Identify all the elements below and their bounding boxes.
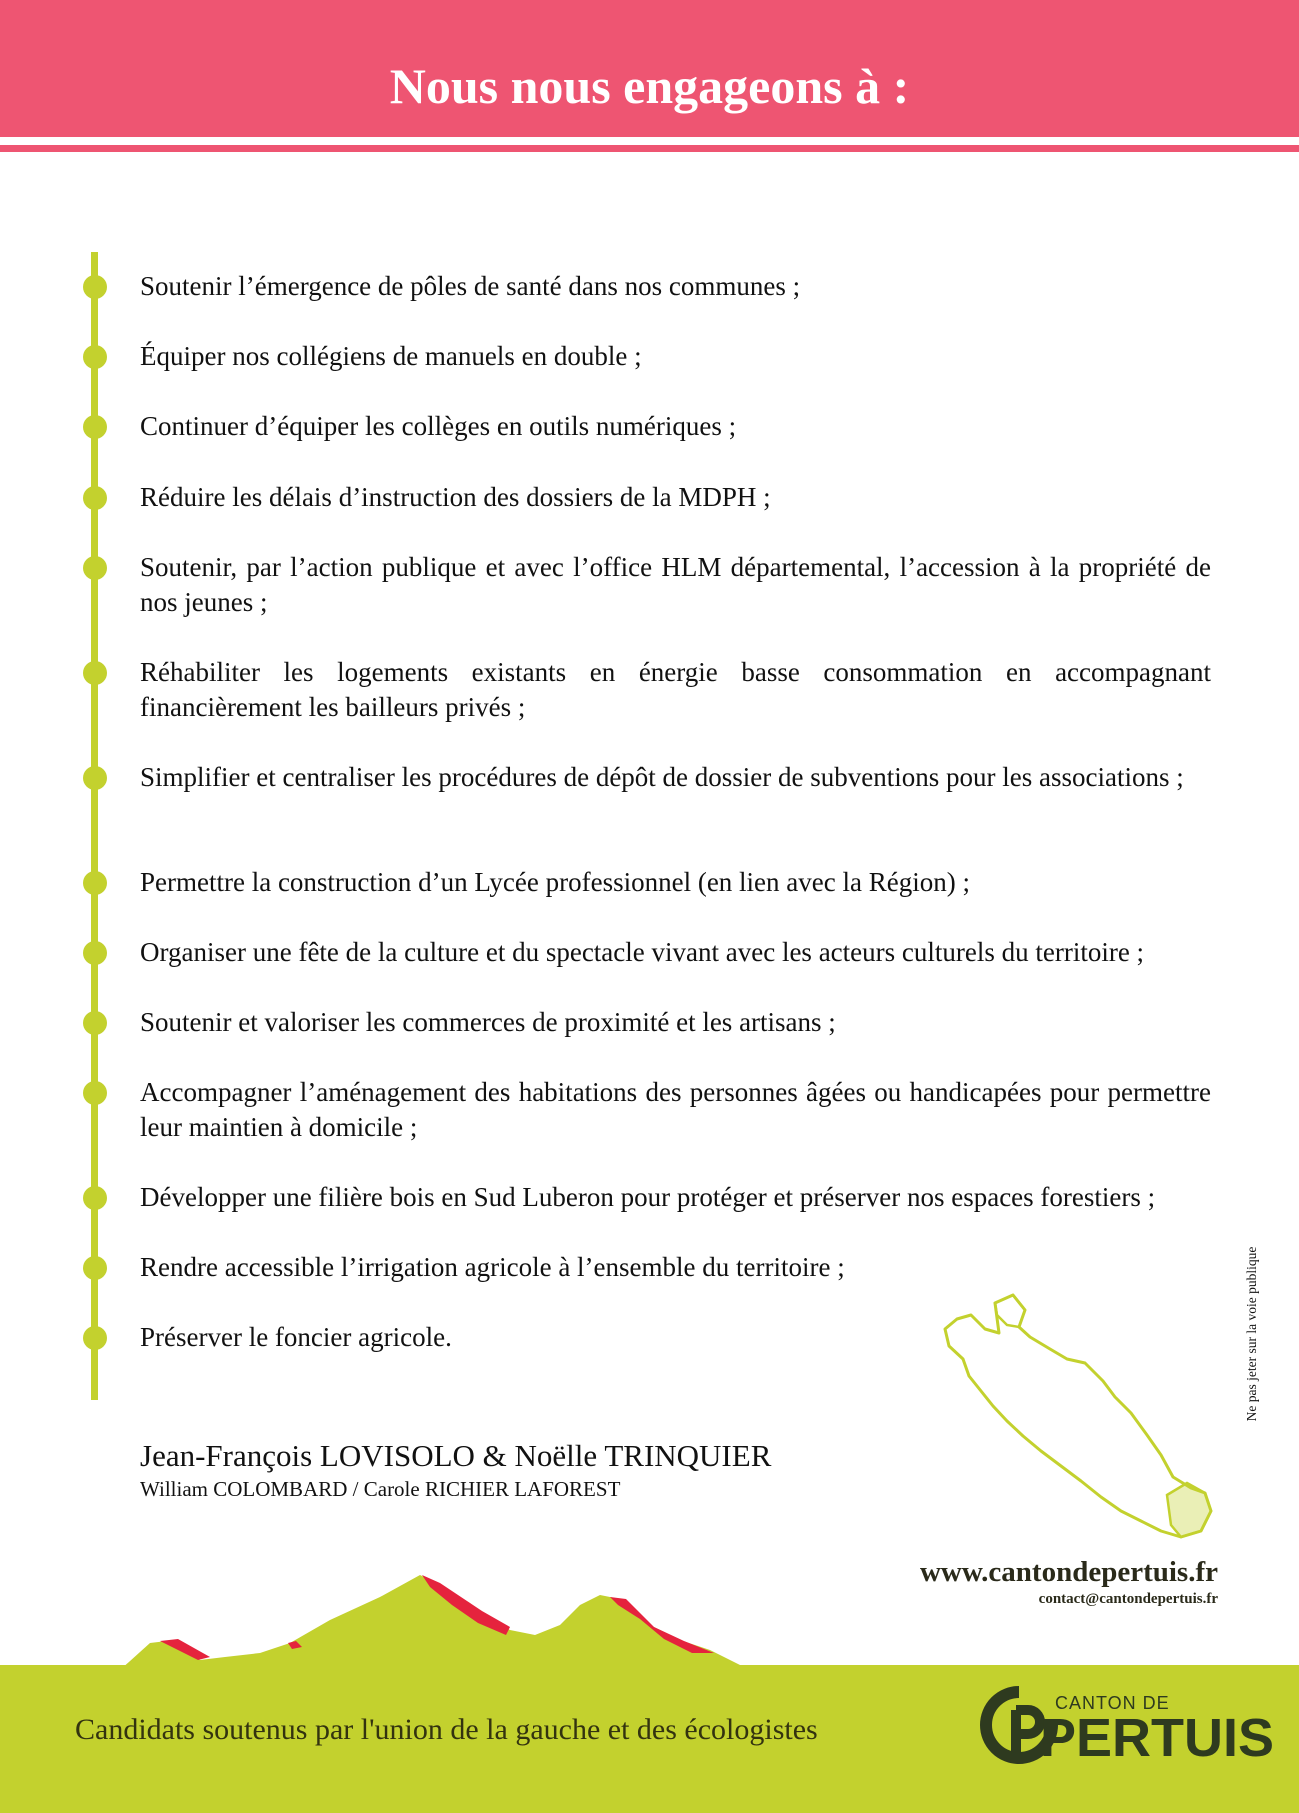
logo-subtitle: CANTON DE xyxy=(1055,1693,1170,1713)
side-note-text: Ne pas jeter sur la voie publique xyxy=(1244,1246,1259,1422)
bullet-icon xyxy=(83,556,107,580)
website-link[interactable]: www.cantondepertuis.fr xyxy=(919,1556,1218,1588)
commitment-item: Accompagner l’aménagement des habitations des personnes âgées ou handicapées pour permettre leur maintien à domicile ; xyxy=(140,1077,1211,1142)
commitment-item: Permettre la construction d’un Lycée professionnel (en lien avec la Région) ; xyxy=(140,867,970,897)
bullet-icon xyxy=(83,1186,107,1210)
commitment-item: Réhabiliter les logements existants en énergie basse consommation en accompagnant financièrement les bailleurs privés ; xyxy=(140,657,1211,722)
commitment-item: Équiper nos collégiens de manuels en double ; xyxy=(140,341,642,371)
bullet-icon xyxy=(83,486,107,510)
page-title: Nous nous engageons à : xyxy=(389,58,910,114)
bullet-icon xyxy=(83,941,107,965)
substitute-names: William COLOMBARD / Carole RICHIER LAFOREST xyxy=(140,1477,621,1501)
canton-map-icon xyxy=(935,1285,1220,1545)
bullet-icon xyxy=(83,1011,107,1035)
bullet-icon xyxy=(83,415,107,439)
commitment-item: Soutenir et valoriser les commerces de proximité et les artisans ; xyxy=(140,1007,836,1037)
commitment-item: Continuer d’équiper les collèges en outils numériques ; xyxy=(140,411,737,441)
candidate-names: Jean-François LOVISOLO & Noëlle TRINQUIER xyxy=(140,1438,772,1473)
header-divider xyxy=(0,145,1299,152)
mountains-illustration xyxy=(0,1535,1299,1670)
logo-title: PERTUIS xyxy=(1040,1708,1275,1768)
commitment-item: Simplifier et centraliser les procédures de dépôt de dossier de subventions pour les associations ; xyxy=(140,762,1184,792)
bullet-icon xyxy=(83,275,107,299)
commitment-item: Développer une filière bois en Sud Luberon pour protéger et préserver nos espaces forestiers ; xyxy=(140,1182,1156,1212)
commitment-item: Soutenir l’émergence de pôles de santé dans nos communes ; xyxy=(140,271,801,301)
commitment-item: Rendre accessible l’irrigation agricole à l’ensemble du territoire ; xyxy=(140,1252,845,1282)
commitment-item: Réduire les délais d’instruction des dossiers de la MDPH ; xyxy=(140,482,771,512)
side-note xyxy=(1242,1225,1262,1443)
bullet-icon xyxy=(83,871,107,895)
bullet-icon xyxy=(83,1326,107,1350)
bullet-icon xyxy=(83,1081,107,1105)
bullet-icon xyxy=(83,766,107,790)
bullet-icon xyxy=(83,661,107,685)
bullet-icon xyxy=(83,1256,107,1280)
bullet-icon xyxy=(83,345,107,369)
commitment-item: Préserver le foncier agricole. xyxy=(140,1322,452,1352)
commitment-item: Organiser une fête de la culture et du spectacle vivant avec les acteurs culturels du territoire ; xyxy=(140,937,1145,967)
commitment-item: Soutenir, par l’action publique et avec l’office HLM départemental, l’accession à la propriété de nos jeunes ; xyxy=(140,552,1211,617)
contact-email[interactable]: contact@cantondepertuis.fr xyxy=(1038,1591,1218,1607)
footer-support-text: Candidats soutenus par l'union de la gauche et des écologistes xyxy=(75,1713,818,1746)
